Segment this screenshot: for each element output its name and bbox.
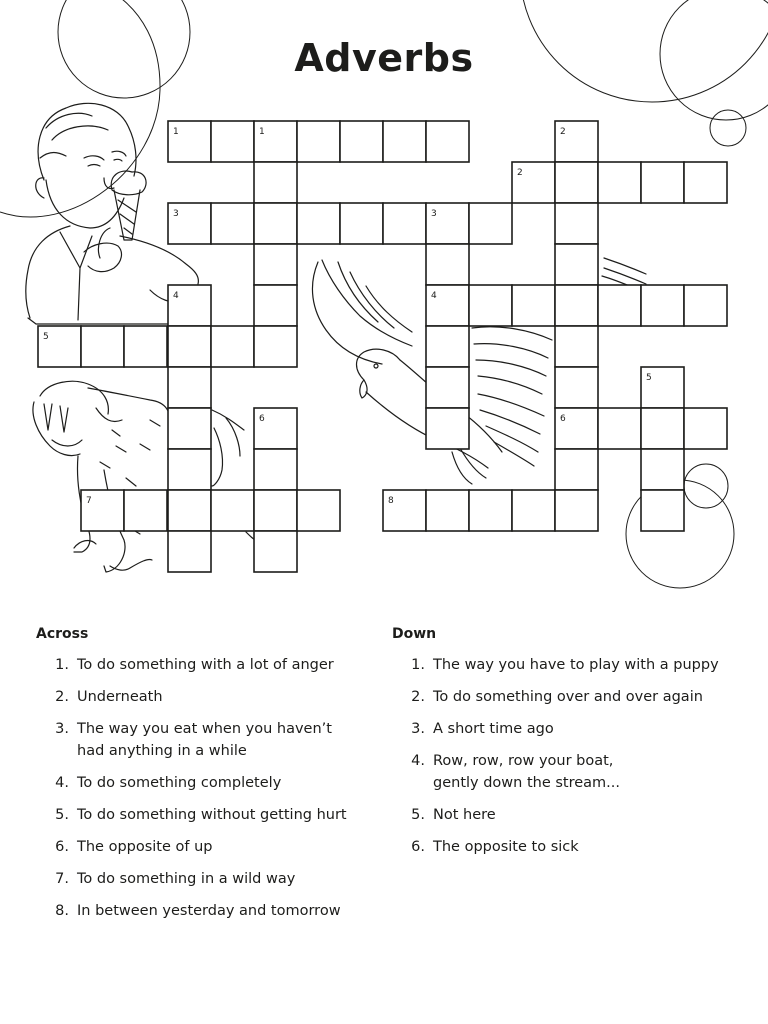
crossword-cell[interactable] [469, 490, 512, 531]
crossword-cell[interactable] [254, 285, 297, 326]
clue-number-label: 2 [560, 127, 566, 137]
clue-number: 6. [55, 839, 69, 855]
across-clue-4 [36, 772, 376, 794]
clue-text: To do something without getting hurt [77, 807, 347, 823]
crossword-cell[interactable] [684, 285, 727, 326]
clue-text: Row, row, row your boat, gently down the stream... [433, 753, 620, 791]
sabre-tooth-tiger-illustration [33, 381, 256, 572]
crossword-cell[interactable] [426, 367, 469, 408]
clue-number: 7. [55, 871, 69, 887]
clue-number: 5. [411, 807, 425, 823]
clue-text: The opposite of up [77, 839, 213, 855]
crossword-cell[interactable] [254, 449, 297, 490]
across-clue-2 [36, 686, 376, 708]
crossword-cell[interactable] [426, 326, 469, 367]
clue-number: 1. [411, 657, 425, 673]
down-clue-3 [392, 718, 752, 740]
clue-number-label: 2 [517, 168, 523, 178]
across-clue-6 [36, 836, 376, 858]
clue-text: To do something with a lot of anger [77, 657, 334, 673]
crossword-cell[interactable] [124, 490, 167, 531]
clue-number-label: 5 [646, 373, 652, 383]
crossword-grid [38, 121, 727, 572]
crossword-cell[interactable] [469, 203, 512, 244]
down-clue-2 [392, 686, 752, 708]
crossword-cell[interactable] [254, 203, 297, 244]
crossword-cell[interactable] [383, 121, 426, 162]
crossword-cell[interactable] [641, 449, 684, 490]
crossword-cell[interactable] [254, 490, 297, 531]
clue-number-label: 6 [259, 414, 265, 424]
clue-number: 4. [55, 775, 69, 791]
crossword-cell[interactable] [254, 531, 297, 572]
clue-text: A short time ago [433, 721, 554, 737]
crossword-cell[interactable] [426, 244, 469, 285]
clue-number: 2. [55, 689, 69, 705]
across-clue-1 [36, 654, 376, 676]
clue-number-label: 6 [560, 414, 566, 424]
crossword-cell[interactable] [555, 449, 598, 490]
crossword-cell[interactable] [598, 285, 641, 326]
clue-number-label: 3 [173, 209, 179, 219]
clue-text: To do something in a wild way [77, 871, 296, 887]
clue-number: 2. [411, 689, 425, 705]
crossword-cell[interactable] [512, 285, 555, 326]
crossword-cell[interactable] [340, 121, 383, 162]
down-heading: Down [392, 626, 437, 642]
clue-number: 5. [55, 807, 69, 823]
down-clue-1 [392, 654, 752, 676]
crossword-cell[interactable] [555, 367, 598, 408]
clue-number-label: 3 [431, 209, 437, 219]
crossword-cell[interactable] [254, 326, 297, 367]
crossword-cell[interactable] [211, 326, 254, 367]
clue-number: 3. [411, 721, 425, 737]
down-clue-5 [392, 804, 752, 826]
across-clue-8 [36, 900, 376, 922]
clue-text: The way you have to play with a puppy [433, 657, 719, 673]
clue-number: 4. [411, 753, 425, 769]
crossword-cell[interactable] [684, 162, 727, 203]
crossword-cell[interactable] [555, 244, 598, 285]
down-clue-list [392, 654, 752, 858]
crossword-cell[interactable] [426, 408, 469, 449]
crossword-cell[interactable] [641, 162, 684, 203]
crossword-cell[interactable] [340, 203, 383, 244]
crossword-cell[interactable] [555, 285, 598, 326]
across-clue-7 [36, 868, 376, 890]
clue-text: The way you eat when you haven’t had anything in a while [77, 721, 332, 759]
crossword-cell[interactable] [168, 490, 211, 531]
crossword-cell[interactable] [555, 203, 598, 244]
crossword-cell[interactable] [168, 367, 211, 408]
clue-number-label: 1 [259, 127, 265, 137]
clue-number-label: 4 [173, 291, 179, 301]
crossword-cell[interactable] [641, 490, 684, 531]
crossword-cell[interactable] [168, 326, 211, 367]
crossword-cell[interactable] [254, 244, 297, 285]
crossword-cell[interactable] [168, 408, 211, 449]
crossword-cell[interactable] [684, 408, 727, 449]
across-clue-3 [36, 718, 376, 762]
crossword-cell[interactable] [641, 408, 684, 449]
clue-number: 1. [55, 657, 69, 673]
crossword-cell[interactable] [598, 162, 641, 203]
clue-text: Not here [433, 807, 496, 823]
clue-number: 6. [411, 839, 425, 855]
down-clue-6 [392, 836, 752, 858]
crossword-cell[interactable] [383, 203, 426, 244]
crossword-cell[interactable] [641, 285, 684, 326]
crossword-cell[interactable] [211, 121, 254, 162]
crossword-cell[interactable] [297, 121, 340, 162]
down-clues [392, 626, 752, 868]
crossword-cell[interactable] [168, 449, 211, 490]
clue-text: The opposite to sick [433, 839, 579, 855]
crossword-cell[interactable] [426, 121, 469, 162]
clue-number-label: 1 [173, 127, 179, 137]
crossword-cell[interactable] [168, 531, 211, 572]
clue-text: To do something completely [77, 775, 282, 791]
crossword-cell[interactable] [124, 326, 167, 367]
clue-text: Underneath [77, 689, 163, 705]
crossword-cell[interactable] [512, 490, 555, 531]
clue-number-label: 8 [388, 496, 394, 506]
across-clue-5 [36, 804, 376, 826]
crossword-cell[interactable] [555, 162, 598, 203]
crossword-cell[interactable] [81, 326, 124, 367]
crossword-cell[interactable] [469, 285, 512, 326]
crossword-cell[interactable] [555, 490, 598, 531]
crossword-cell[interactable] [254, 162, 297, 203]
clue-number: 8. [55, 903, 69, 919]
down-clue-4 [392, 750, 752, 794]
crossword-cell[interactable] [426, 490, 469, 531]
clue-number-label: 5 [43, 332, 49, 342]
clue-text: In between yesterday and tomorrow [77, 903, 341, 919]
clue-number-label: 4 [431, 291, 437, 301]
across-clues [36, 626, 376, 932]
crossword-cell[interactable] [211, 490, 254, 531]
across-heading: Across [36, 626, 89, 642]
clue-text: To do something over and over again [433, 689, 703, 705]
crossword-cell[interactable] [211, 203, 254, 244]
across-clue-list [36, 654, 376, 922]
crossword-cell[interactable] [598, 408, 641, 449]
crossword-cell[interactable] [297, 203, 340, 244]
page-title: Adverbs [294, 36, 474, 80]
clue-number-label: 7 [86, 496, 92, 506]
crossword-cell[interactable] [555, 326, 598, 367]
crossword-cell[interactable] [297, 490, 340, 531]
clue-number: 3. [55, 721, 69, 737]
